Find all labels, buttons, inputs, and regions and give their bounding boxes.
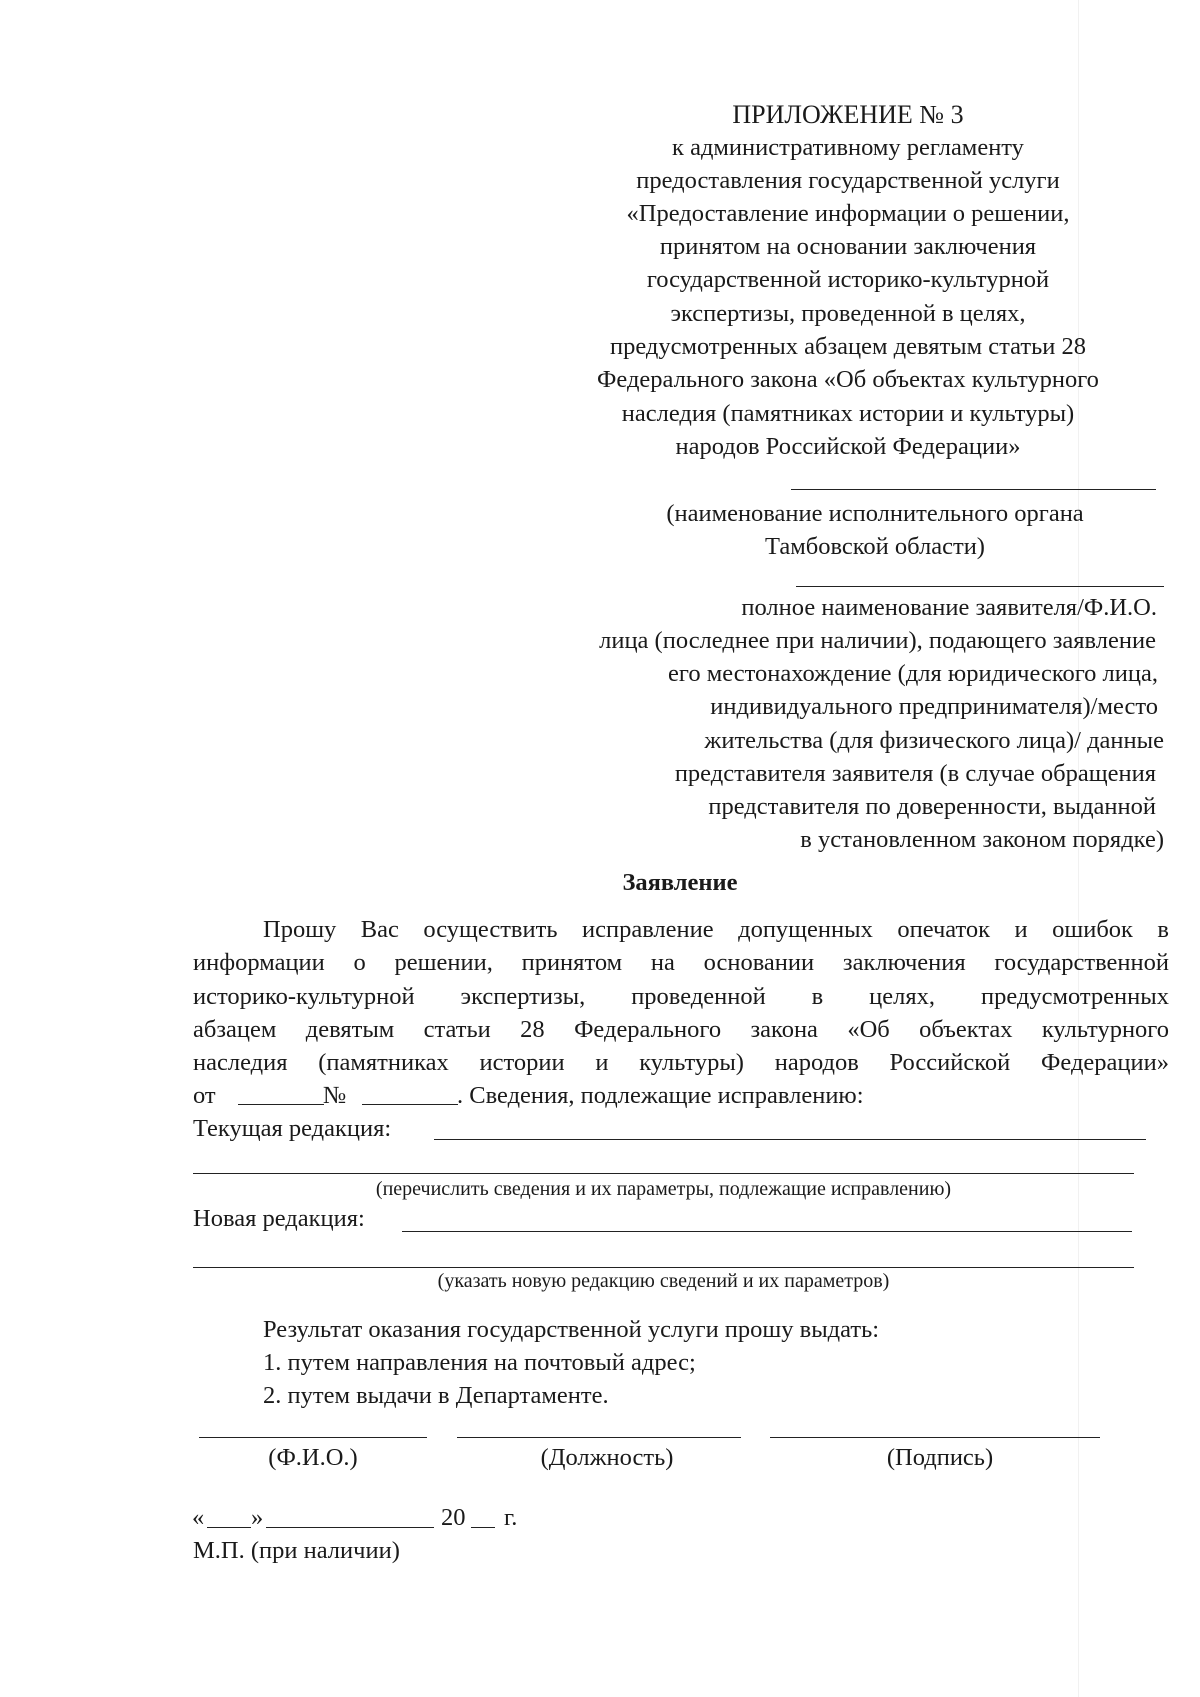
result-option: 2. путем выдачи в Департаменте.	[263, 1382, 609, 1409]
result-title: Результат оказания государственной услуги прошу выдать:	[263, 1316, 880, 1343]
year-blank-line	[471, 1527, 495, 1528]
statement-title: Заявление	[622, 869, 738, 896]
applicant-line: лица (последнее при наличии), подающего заявление	[599, 627, 1156, 654]
result-option: 1. путем направления на почтовый адрес;	[263, 1349, 696, 1376]
number-label: №	[323, 1082, 347, 1109]
date-blank-line	[238, 1104, 324, 1105]
statement-paragraph-line: Прошу Вас осуществить исправление допущенных опечаток и ошибок в	[263, 916, 1169, 943]
current-version-line-2	[193, 1173, 1134, 1174]
date-open-quote: «	[192, 1504, 205, 1531]
day-blank-line	[207, 1527, 251, 1528]
position-caption: (Должность)	[540, 1444, 674, 1471]
applicant-line: полное наименование заявителя/Ф.И.О.	[741, 594, 1157, 621]
appendix-line: народов Российской Федерации»	[675, 433, 1021, 460]
applicant-underline	[796, 586, 1164, 587]
appendix-line: экспертизы, проведенной в целях,	[670, 300, 1026, 327]
current-version-hint: (перечислить сведения и их параметры, подлежащие исправлению)	[375, 1178, 952, 1200]
appendix-line: принятом на основании заключения	[659, 233, 1037, 260]
appendix-line: государственной историко-культурной	[646, 266, 1050, 293]
year-prefix: 20	[441, 1504, 466, 1531]
fio-caption: (Ф.И.О.)	[268, 1444, 358, 1471]
fio-signature-line	[199, 1437, 427, 1438]
current-version-line	[434, 1139, 1146, 1140]
recipient-underline	[791, 489, 1156, 490]
month-blank-line	[266, 1527, 434, 1528]
statement-paragraph-line: абзацем девятым статьи 28 Федерального закона «Об объектах культурного	[193, 1016, 1169, 1043]
applicant-line: представителя по доверенности, выданной	[708, 793, 1156, 820]
recipient-line: Тамбовской области)	[765, 533, 985, 560]
appendix-title: ПРИЛОЖЕНИЕ № 3	[732, 100, 964, 129]
new-version-label: Новая редакция:	[193, 1205, 365, 1232]
recipient-line: (наименование исполнительного органа	[666, 500, 1084, 527]
statement-paragraph-line: историко-культурной экспертизы, проведенной в целях, предусмотренных	[193, 983, 1169, 1010]
appendix-line: предоставления государственной услуги	[636, 167, 1060, 194]
signature-line	[770, 1437, 1100, 1438]
appendix-line: к административному регламенту	[672, 134, 1024, 161]
year-suffix: г.	[504, 1504, 518, 1531]
signature-caption: (Подпись)	[886, 1444, 994, 1471]
current-version-label: Текущая редакция:	[193, 1115, 392, 1142]
stamp-label: М.П. (при наличии)	[193, 1537, 400, 1564]
from-label: от	[193, 1082, 216, 1109]
appendix-line: «Предоставление информации о решении,	[626, 200, 1070, 227]
statement-paragraph-line: наследия (памятниках истории и культуры) народов Российской Федерации»	[193, 1049, 1169, 1076]
date-close-quote: »	[251, 1504, 264, 1531]
applicant-line: индивидуального предпринимателя)/место	[710, 693, 1158, 720]
appendix-line: наследия (памятниках истории и культуры)	[621, 400, 1075, 427]
applicant-line: его местонахождение (для юридического лица,	[668, 660, 1158, 687]
new-version-line	[402, 1231, 1132, 1232]
position-signature-line	[457, 1437, 741, 1438]
details-label: . Сведения, подлежащие исправлению:	[457, 1082, 864, 1109]
applicant-line: в установленном законом порядке)	[800, 826, 1164, 853]
appendix-line: предусмотренных абзацем девятым статьи 28	[609, 333, 1086, 360]
statement-paragraph-line: информации о решении, принятом на основании заключения государственной	[193, 949, 1169, 976]
applicant-line: представителя заявителя (в случае обращения	[674, 760, 1156, 787]
applicant-line: жительства (для физического лица)/ данные	[704, 727, 1164, 754]
number-blank-line	[362, 1104, 458, 1105]
new-version-hint: (указать новую редакцию сведений и их параметров)	[437, 1270, 890, 1292]
appendix-line: Федерального закона «Об объектах культурного	[597, 366, 1099, 393]
